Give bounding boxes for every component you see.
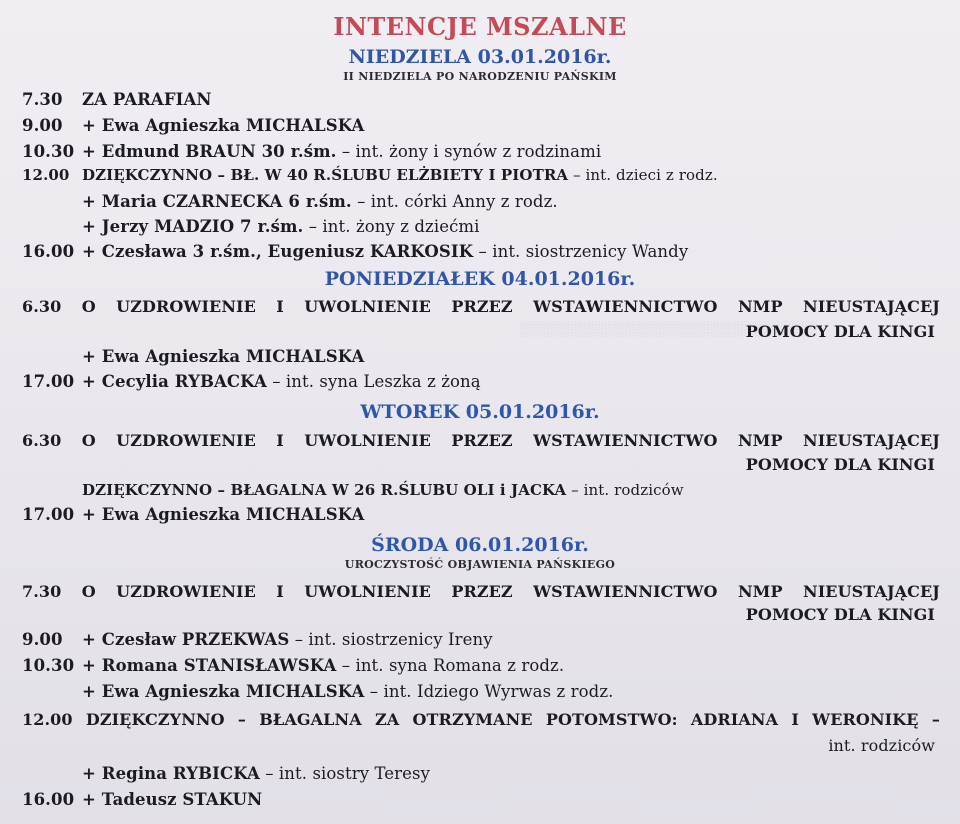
mass-time: 12.00	[22, 710, 73, 729]
intention-word: WSTAWIENNICTWO	[533, 431, 718, 450]
intention-line	[22, 431, 940, 450]
intention-word: DZIĘKCZYNNO	[85, 710, 225, 729]
mass-time: 9.00	[22, 630, 63, 649]
intention-continuation: POMOCY DLA KINGI	[745, 455, 935, 474]
intention-line	[82, 217, 480, 236]
intention-word: O	[81, 582, 96, 601]
intention-word: UWOLNIENIE	[304, 431, 431, 450]
intention-line	[22, 656, 564, 675]
intention-word: ADRIANA	[690, 710, 779, 729]
mass-time: 12.00	[22, 166, 70, 184]
intention-word: PRZEZ	[451, 431, 513, 450]
intention-main: + Ewa Agnieszka MICHALSKA	[82, 347, 365, 366]
intention-word: WERONIKĘ	[812, 710, 919, 729]
intention-line	[22, 90, 212, 109]
intention-line	[22, 710, 940, 729]
intention-line	[82, 347, 364, 366]
intention-continuation: POMOCY DLA KINGI	[745, 322, 935, 341]
intention-word: I	[276, 582, 284, 601]
intention-line	[22, 297, 940, 316]
intention-main: + Czesława 3 r.śm., Eugeniusz KARKOSIK	[82, 242, 474, 261]
intention-word: ZA	[374, 710, 400, 729]
intention-line	[22, 116, 364, 135]
intention-word: WSTAWIENNICTWO	[533, 297, 718, 316]
intention-word: O	[81, 431, 96, 450]
intention-main: + Czesław PRZEKWAS	[82, 630, 290, 649]
intention-requester: – int. rodziców	[566, 481, 684, 499]
mass-time: 16.00	[22, 790, 75, 809]
intention-line	[22, 242, 688, 261]
intention-line	[82, 764, 430, 783]
mass-time: 6.30	[22, 297, 62, 316]
intention-requester: – int. siostrzenicy Wandy	[473, 242, 689, 261]
intention-word: O	[81, 297, 96, 316]
mass-time: 6.30	[22, 431, 62, 450]
intention-word: UWOLNIENIE	[304, 297, 431, 316]
intention-word: I	[276, 297, 284, 316]
page-title: INTENCJE MSZALNE	[333, 12, 627, 41]
mass-time: 16.00	[22, 242, 75, 261]
intention-word: POTOMSTWO:	[545, 710, 678, 729]
mass-time: 10.30	[22, 656, 75, 675]
mass-time: 17.00	[22, 372, 75, 391]
day-heading-wednesday: ŚRODA 06.01.2016r.	[371, 534, 589, 556]
mass-time: 7.30	[22, 582, 62, 601]
intention-line	[22, 166, 718, 184]
intention-word: PRZEZ	[451, 297, 513, 316]
intention-word: I	[276, 431, 284, 450]
intention-word: –	[931, 710, 940, 729]
intention-requester: – int. żony z dziećmi	[303, 217, 480, 236]
intention-main: DZIĘKCZYNNO – BŁAGALNA W 26 R.ŚLUBU OLI i JACKA	[82, 481, 567, 499]
intention-word: OTRZYMANE	[412, 710, 533, 729]
intention-line	[22, 142, 601, 161]
mass-time: 10.30	[22, 142, 75, 161]
intention-requester: – int. siostry Teresy	[259, 764, 430, 783]
intention-continuation: int. rodziców	[828, 736, 935, 755]
intention-line	[82, 481, 684, 499]
intention-word: NMP	[737, 297, 783, 316]
intention-requester: – int. siostrzenicy Ireny	[289, 630, 493, 649]
intention-word: –	[237, 710, 247, 729]
day-heading-tuesday: WTOREK 05.01.2016r.	[360, 401, 600, 423]
mass-time: 17.00	[22, 505, 75, 524]
intention-line	[22, 630, 493, 649]
intention-main: + Ewa Agnieszka MICHALSKA	[82, 116, 365, 135]
intention-word: NMP	[737, 431, 783, 450]
intention-main: + Ewa Agnieszka MICHALSKA	[82, 682, 365, 701]
day-subtitle-wednesday: UROCZYSTOŚĆ OBJAWIENIA PAŃSKIEGO	[344, 558, 616, 571]
intention-main: + Ewa Agnieszka MICHALSKA	[82, 505, 365, 524]
intention-word: I	[791, 710, 799, 729]
intention-word: NIEUSTAJĄCEJ	[802, 297, 940, 316]
intention-line	[22, 505, 364, 524]
intention-line	[22, 582, 940, 601]
intention-word: NIEUSTAJĄCEJ	[802, 582, 940, 601]
intention-word: NIEUSTAJĄCEJ	[802, 431, 940, 450]
intention-requester: – int. dzieci z rodz.	[568, 166, 718, 184]
intention-line	[22, 790, 262, 809]
day-heading-monday: PONIEDZIAŁEK 04.01.2016r.	[324, 268, 636, 290]
intention-continuation: POMOCY DLA KINGI	[745, 605, 935, 624]
intention-word: UZDROWIENIE	[116, 297, 256, 316]
bleed-through: ░░░░░░░░░░░░░░░░░░░░░░░░░░░░░░	[520, 320, 818, 336]
intention-main: ZA PARAFIAN	[82, 90, 212, 109]
intention-requester: – int. Idziego Wyrwas z rodz.	[364, 682, 614, 701]
intention-requester: – int. córki Anny z rodz.	[351, 192, 558, 211]
intention-requester: – int. syna Leszka z żoną	[266, 372, 481, 391]
intention-main: + Jerzy MADZIO 7 r.śm.	[82, 217, 304, 236]
intention-main: + Romana STANISŁAWSKA	[82, 656, 337, 675]
intention-main: + Cecylia RYBACKA	[82, 372, 267, 391]
intention-word: UZDROWIENIE	[116, 431, 256, 450]
intention-main: + Regina RYBICKA	[82, 764, 260, 783]
intention-main: + Edmund BRAUN 30 r.śm.	[82, 142, 337, 161]
day-heading-sunday: NIEDZIELA 03.01.2016r.	[348, 46, 612, 68]
day-subtitle-sunday: II NIEDZIELA PO NARODZENIU PAŃSKIM	[343, 70, 617, 83]
intention-word: UZDROWIENIE	[116, 582, 256, 601]
intention-word: PRZEZ	[451, 582, 513, 601]
intention-word: BŁAGALNA	[259, 710, 362, 729]
intention-word: WSTAWIENNICTWO	[533, 582, 718, 601]
intention-main: + Tadeusz STAKUN	[82, 790, 263, 809]
intention-line	[82, 192, 558, 211]
intention-word: NMP	[737, 582, 783, 601]
intention-word: UWOLNIENIE	[304, 582, 431, 601]
intention-main: + Maria CZARNECKA 6 r.śm.	[82, 192, 352, 211]
intention-main: DZIĘKCZYNNO – BŁ. W 40 R.ŚLUBU ELŻBIETY I PIOTRA	[82, 166, 569, 184]
intention-requester: – int. żony i synów z rodzinami	[336, 142, 602, 161]
intention-requester: – int. syna Romana z rodz.	[336, 656, 565, 675]
intention-line	[82, 682, 613, 701]
mass-time: 7.30	[22, 90, 63, 109]
mass-time: 9.00	[22, 116, 63, 135]
intention-line	[22, 372, 481, 391]
